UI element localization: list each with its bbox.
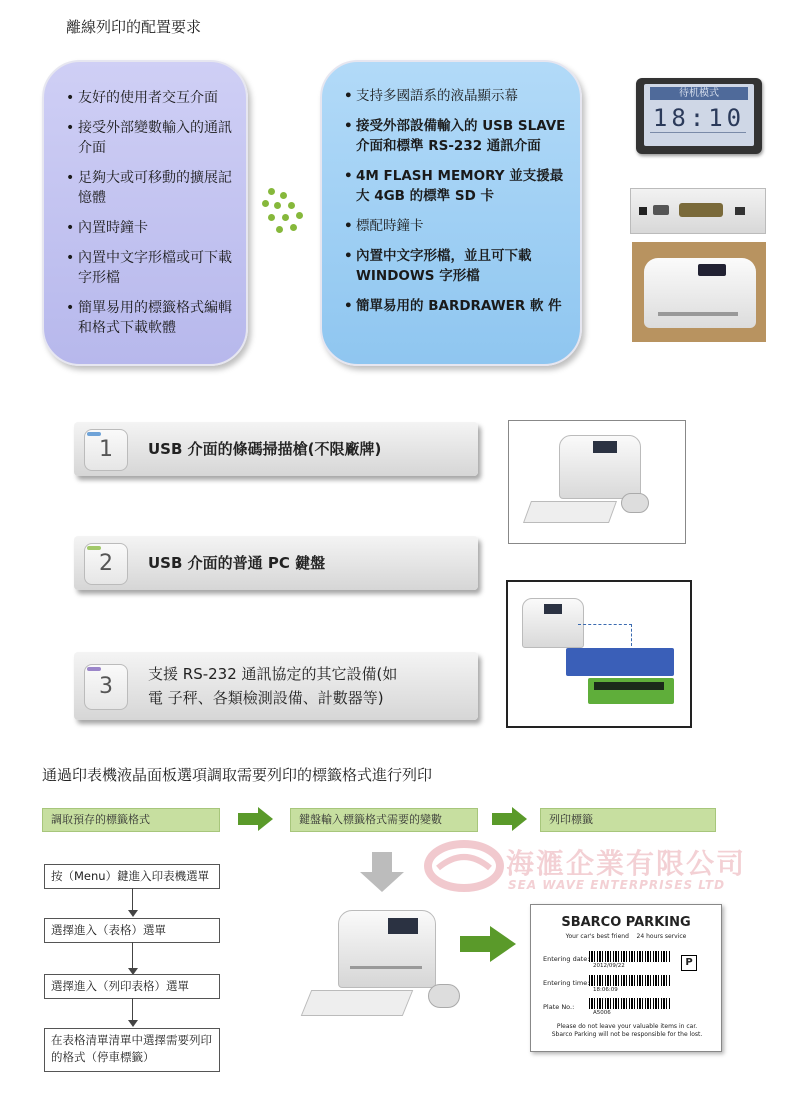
parking-p-mark: P bbox=[681, 955, 697, 971]
ticket-row-value: 2012/09/22 bbox=[593, 963, 625, 969]
ticket-row-value: A5006 bbox=[593, 1010, 611, 1016]
step-keyboard-input: 鍵盤輸入標籤格式需要的變數 bbox=[290, 808, 478, 832]
watermark-chinese: 海滙企業有限公司 bbox=[506, 847, 747, 880]
option-label-3: 支援 RS-232 通訊協定的其它設備(如 電 子秤、各類檢測設備、計數器等) bbox=[148, 665, 398, 707]
ticket-row-label: Plate No.: bbox=[543, 1003, 575, 1011]
step-print-label: 列印標籤 bbox=[540, 808, 716, 832]
option-label-2: USB 介面的普通 PC 鍵盤 bbox=[148, 554, 326, 572]
usb-devices-image bbox=[508, 420, 686, 544]
requirement-item: • 內置中文字形檔或可下載 字形檔 bbox=[66, 248, 234, 288]
ticket-subtitle: Your car's best friend 24 hours service bbox=[565, 933, 687, 940]
printer-features-box bbox=[320, 60, 582, 366]
feature-item: • 簡單易用的 BARDRAWER 軟 件 bbox=[344, 296, 568, 316]
power-port-icon bbox=[639, 207, 647, 215]
ticket-row-label: Entering time: bbox=[543, 979, 590, 987]
feature-item: • 接受外部設備輸入的 USB SLAVE 介面和標準 RS-232 通訊介面 bbox=[344, 116, 568, 156]
procedure-step-1: 按（Menu）鍵進入印表機選單 bbox=[44, 864, 220, 889]
arrow-down-icon bbox=[360, 852, 404, 892]
lcd-mode-label: 待机模式 bbox=[650, 87, 748, 100]
requirement-item: • 足夠大或可移動的擴展記憶體 bbox=[66, 168, 234, 208]
ticket-row-value: 18:06:09 bbox=[593, 987, 618, 993]
parallel-port-icon bbox=[679, 203, 723, 217]
keyboard-image bbox=[523, 501, 617, 523]
barcode-icon bbox=[589, 951, 671, 962]
requirement-item: • 接受外部變數輸入的通訊介面 bbox=[66, 118, 234, 158]
dot-cluster-icon bbox=[262, 188, 312, 238]
arrow-right-icon bbox=[492, 806, 528, 832]
procedure-step-3: 選擇進入（列印表格）選單 bbox=[44, 974, 220, 999]
usb-port-icon bbox=[735, 207, 745, 215]
procedure-step-4: 在表格清單清單中選擇需要列印的格式（停車標籤） bbox=[44, 1028, 220, 1072]
company-logo-icon bbox=[424, 838, 504, 894]
step-load-format: 調取預存的標籤格式 bbox=[42, 808, 220, 832]
ticket-title: SBARCO PARKING bbox=[561, 915, 691, 930]
printer-photo bbox=[632, 242, 766, 342]
option-number-2: 2 bbox=[84, 543, 128, 585]
requirement-item: • 內置時鐘卡 bbox=[66, 218, 234, 238]
arrow-right-icon bbox=[460, 926, 516, 962]
feature-item: • 支持多國語系的液晶顯示幕 bbox=[344, 86, 568, 106]
feature-item: • 4M FLASH MEMORY 並支援最大 4GB 的標準 SD 卡 bbox=[344, 166, 568, 206]
flow-title: 通過印表機液晶面板選項調取需要列印的標籤格式進行列印 bbox=[42, 766, 433, 784]
option-number-1: 1 bbox=[84, 429, 128, 471]
barcode-icon bbox=[589, 975, 671, 986]
watermark-english: SEA WAVE ENTERPRISES LTD bbox=[508, 878, 726, 892]
serial-port-icon bbox=[653, 205, 669, 215]
printer-keyboard-scanner-image bbox=[296, 906, 506, 1026]
offline-requirements-box bbox=[42, 60, 248, 366]
page-title: 離線列印的配置要求 bbox=[66, 18, 202, 36]
option-label-1: USB 介面的條碼掃描槍(不限廠牌) bbox=[148, 440, 382, 458]
ticket-footer: Please do not leave your valuable items in car. Sbarco Parking will not be responsible for the lost. bbox=[551, 1023, 703, 1038]
scanner-image bbox=[621, 493, 649, 513]
option-bar-3 bbox=[74, 652, 478, 720]
lcd-time: 18:10 bbox=[652, 104, 746, 132]
requirement-item: • 友好的使用者交互介面 bbox=[66, 88, 234, 108]
procedure-step-2: 選擇進入（表格）選單 bbox=[44, 918, 220, 943]
ports-panel-image bbox=[630, 188, 766, 234]
barcode-icon bbox=[589, 998, 671, 1009]
scale-device-image bbox=[506, 580, 692, 728]
feature-item: • 標配時鐘卡 bbox=[344, 216, 568, 236]
arrow-right-icon bbox=[238, 806, 274, 832]
option-bar-2 bbox=[74, 536, 478, 590]
requirement-item: • 簡單易用的標籤格式編輯和格式下載軟體 bbox=[66, 298, 234, 338]
feature-item: • 內置中文字形檔，並且可下載 WINDOWS 字形檔 bbox=[344, 246, 568, 286]
option-number-3: 3 bbox=[84, 664, 128, 710]
lcd-panel-image bbox=[636, 78, 762, 154]
parking-ticket bbox=[530, 904, 722, 1052]
option-bar-1 bbox=[74, 422, 478, 476]
ticket-row-label: Entering date: bbox=[543, 955, 590, 963]
